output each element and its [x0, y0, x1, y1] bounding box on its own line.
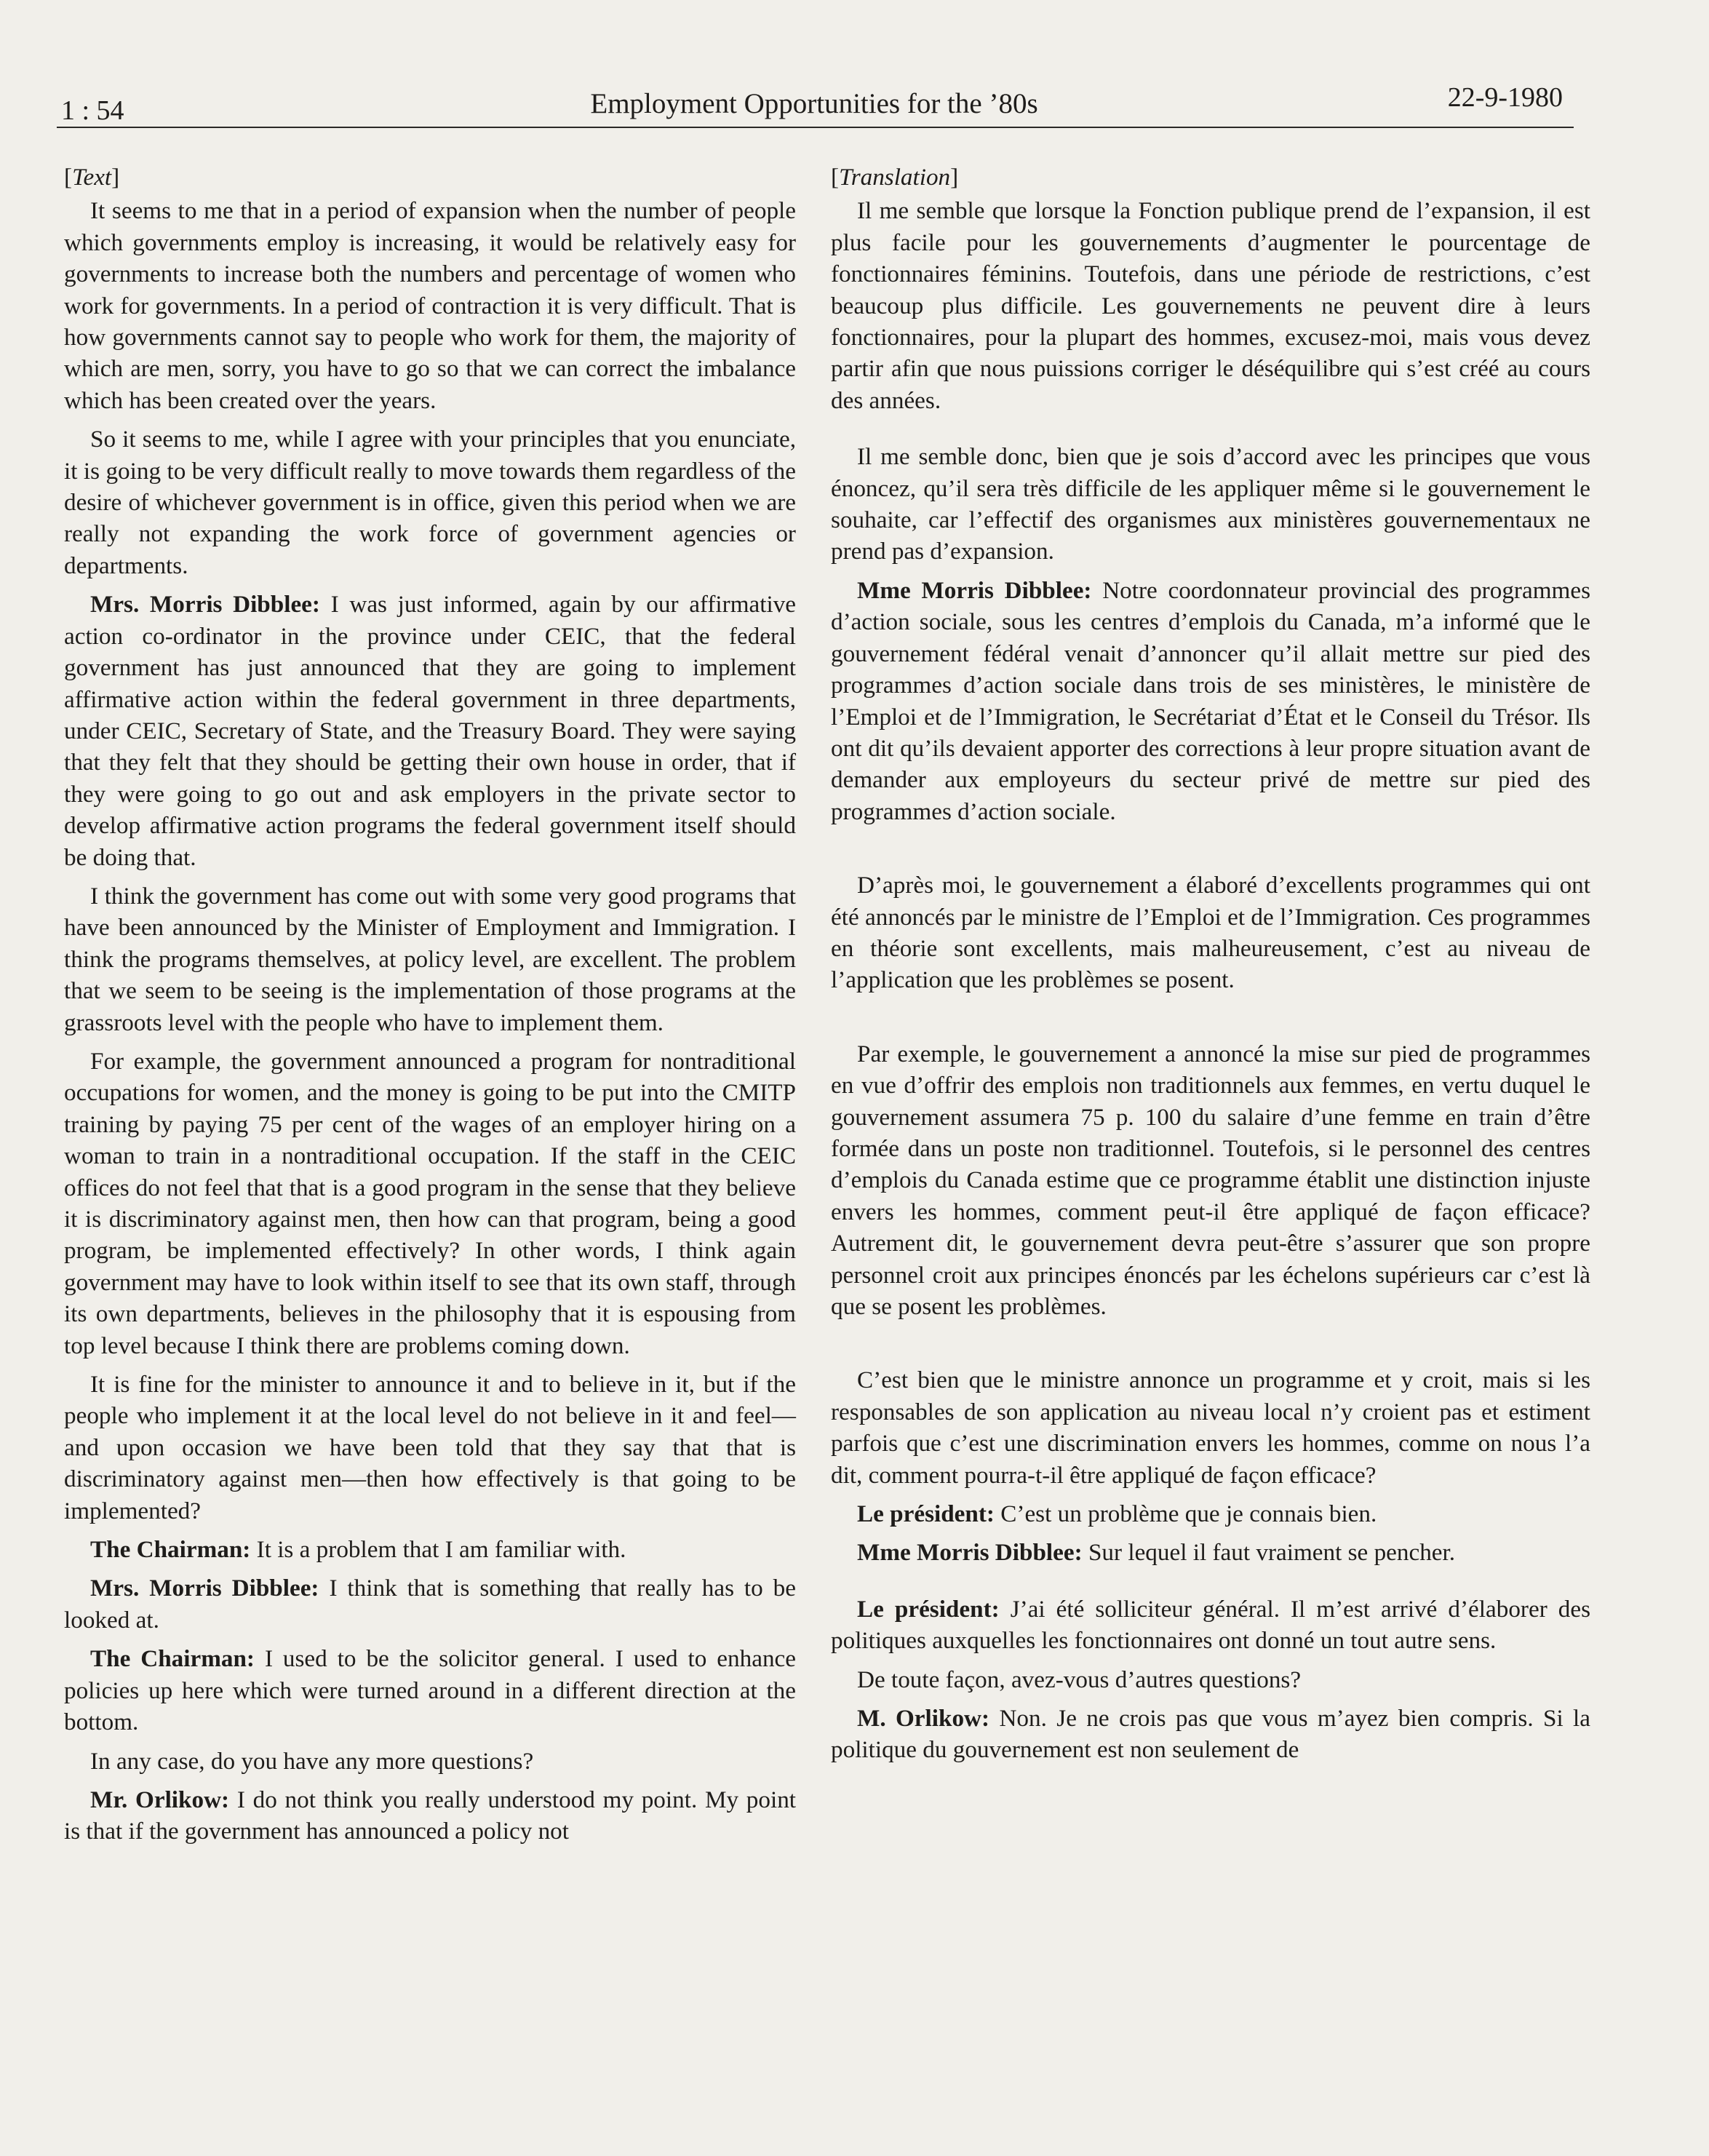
speaker-name: M. Orlikow:	[857, 1705, 990, 1733]
paragraph	[64, 423, 796, 581]
paragraph	[831, 1664, 1590, 1695]
paragraph	[831, 1498, 1590, 1530]
paragraph-text: J’ai été solliciteur général. Il m’est arrivé d’élaborer des politiques auxquelles les fonctionnaires ont donné un tout autre sens.	[831, 1595, 1591, 1655]
speaker-name: The Chairman:	[90, 1536, 251, 1564]
french-column	[831, 162, 1590, 1766]
paragraph-text: Notre coordonnateur provincial des programmes d’action sociale, sous les centres d’emplois du Canada, m’a informé que le gouvernement fédéral venait d’annoncer qu’il allait mettre sur pied des programmes d’action sociale dans trois de ses ministères, le ministère de l’Emploi et de l’Immigration, le Secrétariat d’État et le Conseil du Trésor. Ils ont dit qu’ils devaient apporter des corrections à leur propre situation avant de demander aux employeurs du secteur privé de mettre sur pied des programmes d’action sociale.	[831, 576, 1590, 825]
paragraph-text: Sur lequel il faut vraiment se pencher.	[1088, 1539, 1456, 1567]
paragraph-text: Il me semble que lorsque la Fonction publique prend de l’expansion, il est plus facile pour les gouvernements d’augmenter le pourcentage de fonctionnaires féminins. Toutefois, dans une période de restrictions, c’est beaucoup plus difficile. Les gouvernements ne peuvent dire à leurs fonctionnaires, pour la plupart des hommes, excusez-moi, mais vous devez partir afin que nous puissions corriger le déséquilibre qui s’est créé au cours des années.	[831, 197, 1590, 414]
paragraph	[831, 1364, 1590, 1491]
paragraph	[64, 1643, 796, 1738]
paragraph-text: I was just informed, again by our affirmative action co-ordinator in the province under CEIC, that the federal government has just announced that they are going to implement affirmative action within the federal government in three departments, under CEIC, Secretary of State, and the Treasury Board. They were saying that they felt that they should be getting their own house in order, that if they were going to go out and ask employers in the private sector to develop affirmative action programs the federal government itself should be doing that.	[64, 591, 797, 871]
paragraph	[831, 1594, 1590, 1657]
text-tag: [ Text ]	[64, 162, 796, 193]
paragraph	[64, 589, 796, 873]
paragraph-text: It is a problem that I am familiar with.	[256, 1536, 626, 1564]
speaker-name: Le président:	[857, 1595, 1000, 1623]
paragraph	[64, 1746, 796, 1777]
paragraph	[831, 195, 1590, 416]
sitting-date: 22-9-1980	[1447, 82, 1563, 113]
paragraph	[64, 1369, 796, 1527]
paragraph-text: Non. Je ne crois pas que vous m’ayez bien compris. Si la politique du gouvernement est non seulement de	[831, 1705, 1591, 1764]
speaker-name: Mrs. Morris Dibblee:	[90, 1575, 319, 1602]
paragraph-text: C’est bien que le ministre annonce un programme et y croit, mais si les responsables de son application au niveau local n’y croient pas et estiment parfois que c’est une discrimination envers les hommes, comme on nous l’a dit, comment pourra-t-il être appliqué de façon efficace?	[831, 1367, 1590, 1489]
running-title: Employment Opportunities for the ’80s	[590, 88, 1038, 119]
paragraph	[64, 880, 796, 1038]
paragraph-text: In any case, do you have any more questions?	[90, 1747, 534, 1775]
paragraph	[64, 1046, 796, 1361]
paragraph-text: It is fine for the minister to announce it and to believe in it, but if the people who implement it at the local level do not believe in it and feel—and upon occasion we have been told that they say that that is discriminatory against men—then how effectively is that going to be implemented?	[64, 1371, 796, 1524]
page-header	[58, 79, 1570, 131]
header-rule	[57, 127, 1574, 128]
page-number: 1 : 54	[61, 95, 124, 126]
paragraph	[831, 575, 1590, 827]
paragraph	[831, 1038, 1590, 1323]
paragraph-text: I used to be the solicitor general. I used to enhance policies up here which were turned around in a different direction at the bottom.	[64, 1645, 797, 1736]
speaker-name: Mme Morris Dibblee:	[857, 576, 1092, 604]
paragraph	[831, 441, 1590, 568]
paragraph-text: Il me semble donc, bien que je sois d’accord avec les principes que vous énoncez, qu’il sera très difficile de les appliquer même si le gouvernement le souhaite, car l’effectif des organismes aux ministères gouvernementaux ne prend pas d’expansion.	[831, 443, 1590, 565]
english-column	[64, 162, 796, 1847]
paragraph-text: De toute façon, avez-vous d’autres questions?	[857, 1666, 1302, 1693]
paragraph-text: So it seems to me, while I agree with your principles that you enunciate, it is going to be very difficult really to move towards them regardless of the desire of whichever government is in office, given this period when we are really not expanding the work force of government agencies or departments.	[64, 426, 796, 579]
speaker-name: Mrs. Morris Dibblee:	[90, 591, 320, 618]
speaker-name: The Chairman:	[90, 1645, 255, 1673]
paragraph	[831, 1537, 1590, 1568]
paragraph-text: I think the government has come out with some very good programs that have been announced by the Minister of Employment and Immigration. I think the programs themselves, at policy level, are excellent. The problem that we seem to be seeing is the implementation of those programs at the grassroots level with the people who have to implement them.	[64, 882, 796, 1036]
paragraph-text: I think that is something that really has to be looked at.	[64, 1575, 797, 1634]
speaker-name: Mme Morris Dibblee:	[857, 1539, 1083, 1567]
paragraph-text: C’est un problème que je connais bien.	[1000, 1500, 1377, 1528]
translation-tag: [ Translation ]	[831, 162, 1590, 193]
paragraph	[64, 1572, 796, 1636]
paragraph	[64, 1784, 796, 1847]
paragraph-text: I do not think you really understood my point. My point is that if the government has announced a policy not	[64, 1786, 797, 1845]
paragraph-text: It seems to me that in a period of expansion when the number of people which governments employ is increasing, it would be relatively easy for governments to increase both the numbers and percentage of women who work for governments. In a period of contraction it is very difficult. That is how governments cannot say to people who work for them, the majority of which are men, sorry, you have to go so that we can correct the imbalance which has been created over the years.	[64, 197, 796, 414]
paragraph-text: Par exemple, le gouvernement a annoncé la mise sur pied de programmes en vue d’offrir des emplois non traditionnels aux femmes, en vertu duquel le gouvernement assumera 75 p. 100 du salaire d’une femme en train d’être formée dans un poste non traditionnel. Toutefois, si le personnel des centres d’emplois du Canada estime que ce programme établit une distinction injuste envers les hommes, comment peut-il être appliqué de façon efficace? Autrement dit, le gouvernement devra peut-être s’assurer que son propre personnel croit aux principes énoncés par les échelons supérieurs car c’est là que se posent les problèmes.	[831, 1040, 1590, 1320]
paragraph-text: For example, the government announced a program for nontraditional occupations for women, and the money is going to be put into the CMITP training by paying 75 per cent of the wages of an employer hiring on a woman to train in a nontraditional occupation. If the staff in the CEIC offices do not feel that that is a good program in the sense that they believe it is discriminatory against men, then how can that program, being a good program, be implemented effectively? In other words, I think again government may have to look within itself to see that its own staff, through its own departments, believes in the philosophy that it is espousing from top level because I think there are problems coming down.	[64, 1047, 796, 1359]
paragraph-text: D’après moi, le gouvernement a élaboré d’excellents programmes qui ont été annoncés par le ministre de l’Emploi et de l’Immigration. Ces programmes en théorie sont excellents, mais malheureusement, c’est au niveau de l’application que les problèmes se posent.	[831, 872, 1590, 994]
speaker-name: Le président:	[857, 1500, 995, 1528]
speaker-name: Mr. Orlikow:	[90, 1786, 230, 1813]
paragraph	[64, 1534, 796, 1565]
paragraph	[64, 195, 796, 416]
paragraph	[831, 870, 1590, 996]
paragraph	[831, 1703, 1590, 1766]
